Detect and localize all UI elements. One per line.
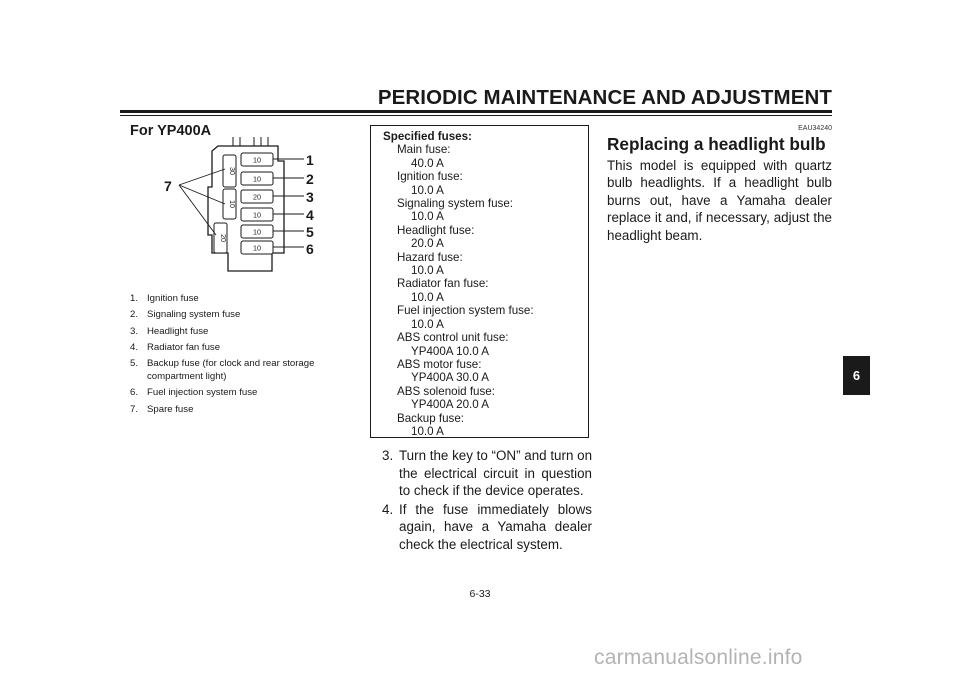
spec-entry: Main fuse: 40.0 A: [397, 143, 451, 170]
legend-number: 1.: [130, 293, 139, 304]
section-heading: Replacing a headlight bulb: [607, 134, 826, 154]
legend-item: [130, 357, 360, 383]
fuse-label-5: 10: [253, 227, 261, 237]
model-title: For YP400A: [130, 123, 212, 139]
spec-entry: ABS control unit fuse: YP400A 10.0 A: [397, 331, 509, 358]
watermark: carmanualsonline.info: [594, 646, 803, 669]
legend-item: [130, 386, 360, 399]
legend-number: 3.: [130, 325, 139, 337]
legend-text: Fuel injection system fuse: [147, 387, 258, 399]
spare-label-2: 10: [228, 200, 235, 208]
legend-number: 7.: [130, 403, 139, 415]
legend-item: [130, 292, 360, 305]
step-text: Turn the key to “ON” and turn on the electrical circuit in question to check if the device operates.: [399, 448, 593, 499]
fuse-label-1: 10: [253, 155, 261, 165]
header-rule-thin: [120, 115, 832, 116]
legend-text: Headlight fuse: [147, 325, 209, 337]
spec-entry: Fuel injection system fuse: 10.0 A: [397, 304, 534, 331]
callout-5: 5: [306, 224, 314, 240]
spare-label-1: 30: [228, 167, 235, 175]
spec-entry: Backup fuse: 10.0 A: [397, 411, 465, 438]
chapter-tab: 6: [843, 356, 870, 395]
spec-entry: ABS motor fuse: YP400A 30.0 A: [397, 357, 490, 385]
spec-entry: Headlight fuse: 20.0 A: [397, 223, 475, 251]
procedure-steps: [382, 447, 592, 555]
spare-label-3: 20: [219, 234, 226, 242]
legend-number: 2.: [130, 309, 139, 321]
legend-number: 6.: [130, 387, 139, 399]
legend-item: [130, 341, 360, 354]
fuse-label-3: 20: [253, 192, 261, 202]
page-header-title: PERIODIC MAINTENANCE AND ADJUSTMENT: [377, 86, 832, 109]
callout-2: 2: [306, 171, 314, 187]
header-rule: [120, 110, 832, 113]
procedure-step: [382, 501, 592, 554]
spec-box-title: Specified fuses:: [383, 130, 472, 143]
callout-7: 7: [164, 178, 172, 194]
step-text: If the fuse immediately blows again, have a Yamaha dealer check the electrical system.: [399, 501, 592, 552]
step-number: 4.: [382, 501, 394, 517]
fuse-label-4: 10: [253, 210, 261, 220]
legend-text: Signaling system fuse: [147, 309, 241, 321]
callout-6: 6: [306, 241, 314, 257]
callout-4: 4: [306, 207, 314, 223]
fuse-label-6: 10: [253, 243, 261, 253]
document-code: EAU34240: [798, 125, 832, 132]
step-number: 3.: [382, 448, 394, 463]
spec-entry: Signaling system fuse: 10.0 A: [397, 197, 513, 224]
spec-entry: Ignition fuse: 10.0 A: [397, 170, 463, 197]
legend-item: [130, 325, 360, 338]
body-paragraph: This model is equipped with quartz bulb headlights. If a headlight bulb burns out, have a Yamaha dealer replace it and, if necessary, adjust the headlight beam.: [607, 158, 832, 243]
legend-item: [130, 308, 360, 321]
fuse-legend: [130, 292, 360, 419]
callout-1: 1: [306, 152, 314, 168]
legend-item: [130, 403, 360, 416]
spec-entry: Hazard fuse: 10.0 A: [397, 250, 463, 278]
procedure-step: [382, 447, 592, 500]
callout-3: 3: [306, 189, 314, 205]
fuse-box-diagram: [160, 135, 330, 285]
spec-entry: Radiator fan fuse: 10.0 A: [397, 277, 489, 304]
legend-number: 4.: [130, 341, 139, 353]
legend-text: Ignition fuse: [147, 293, 199, 304]
fuse-label-2: 10: [253, 174, 261, 184]
legend-text: Backup fuse (for clock and rear storage compartment light): [147, 358, 315, 383]
legend-text: Spare fuse: [147, 403, 194, 415]
spec-entry: ABS solenoid fuse: YP400A 20.0 A: [397, 384, 495, 412]
legend-text: Radiator fan fuse: [147, 341, 221, 353]
specified-fuses-box: [370, 125, 589, 438]
page-number: 6-33: [469, 588, 491, 600]
legend-number: 5.: [130, 358, 139, 370]
